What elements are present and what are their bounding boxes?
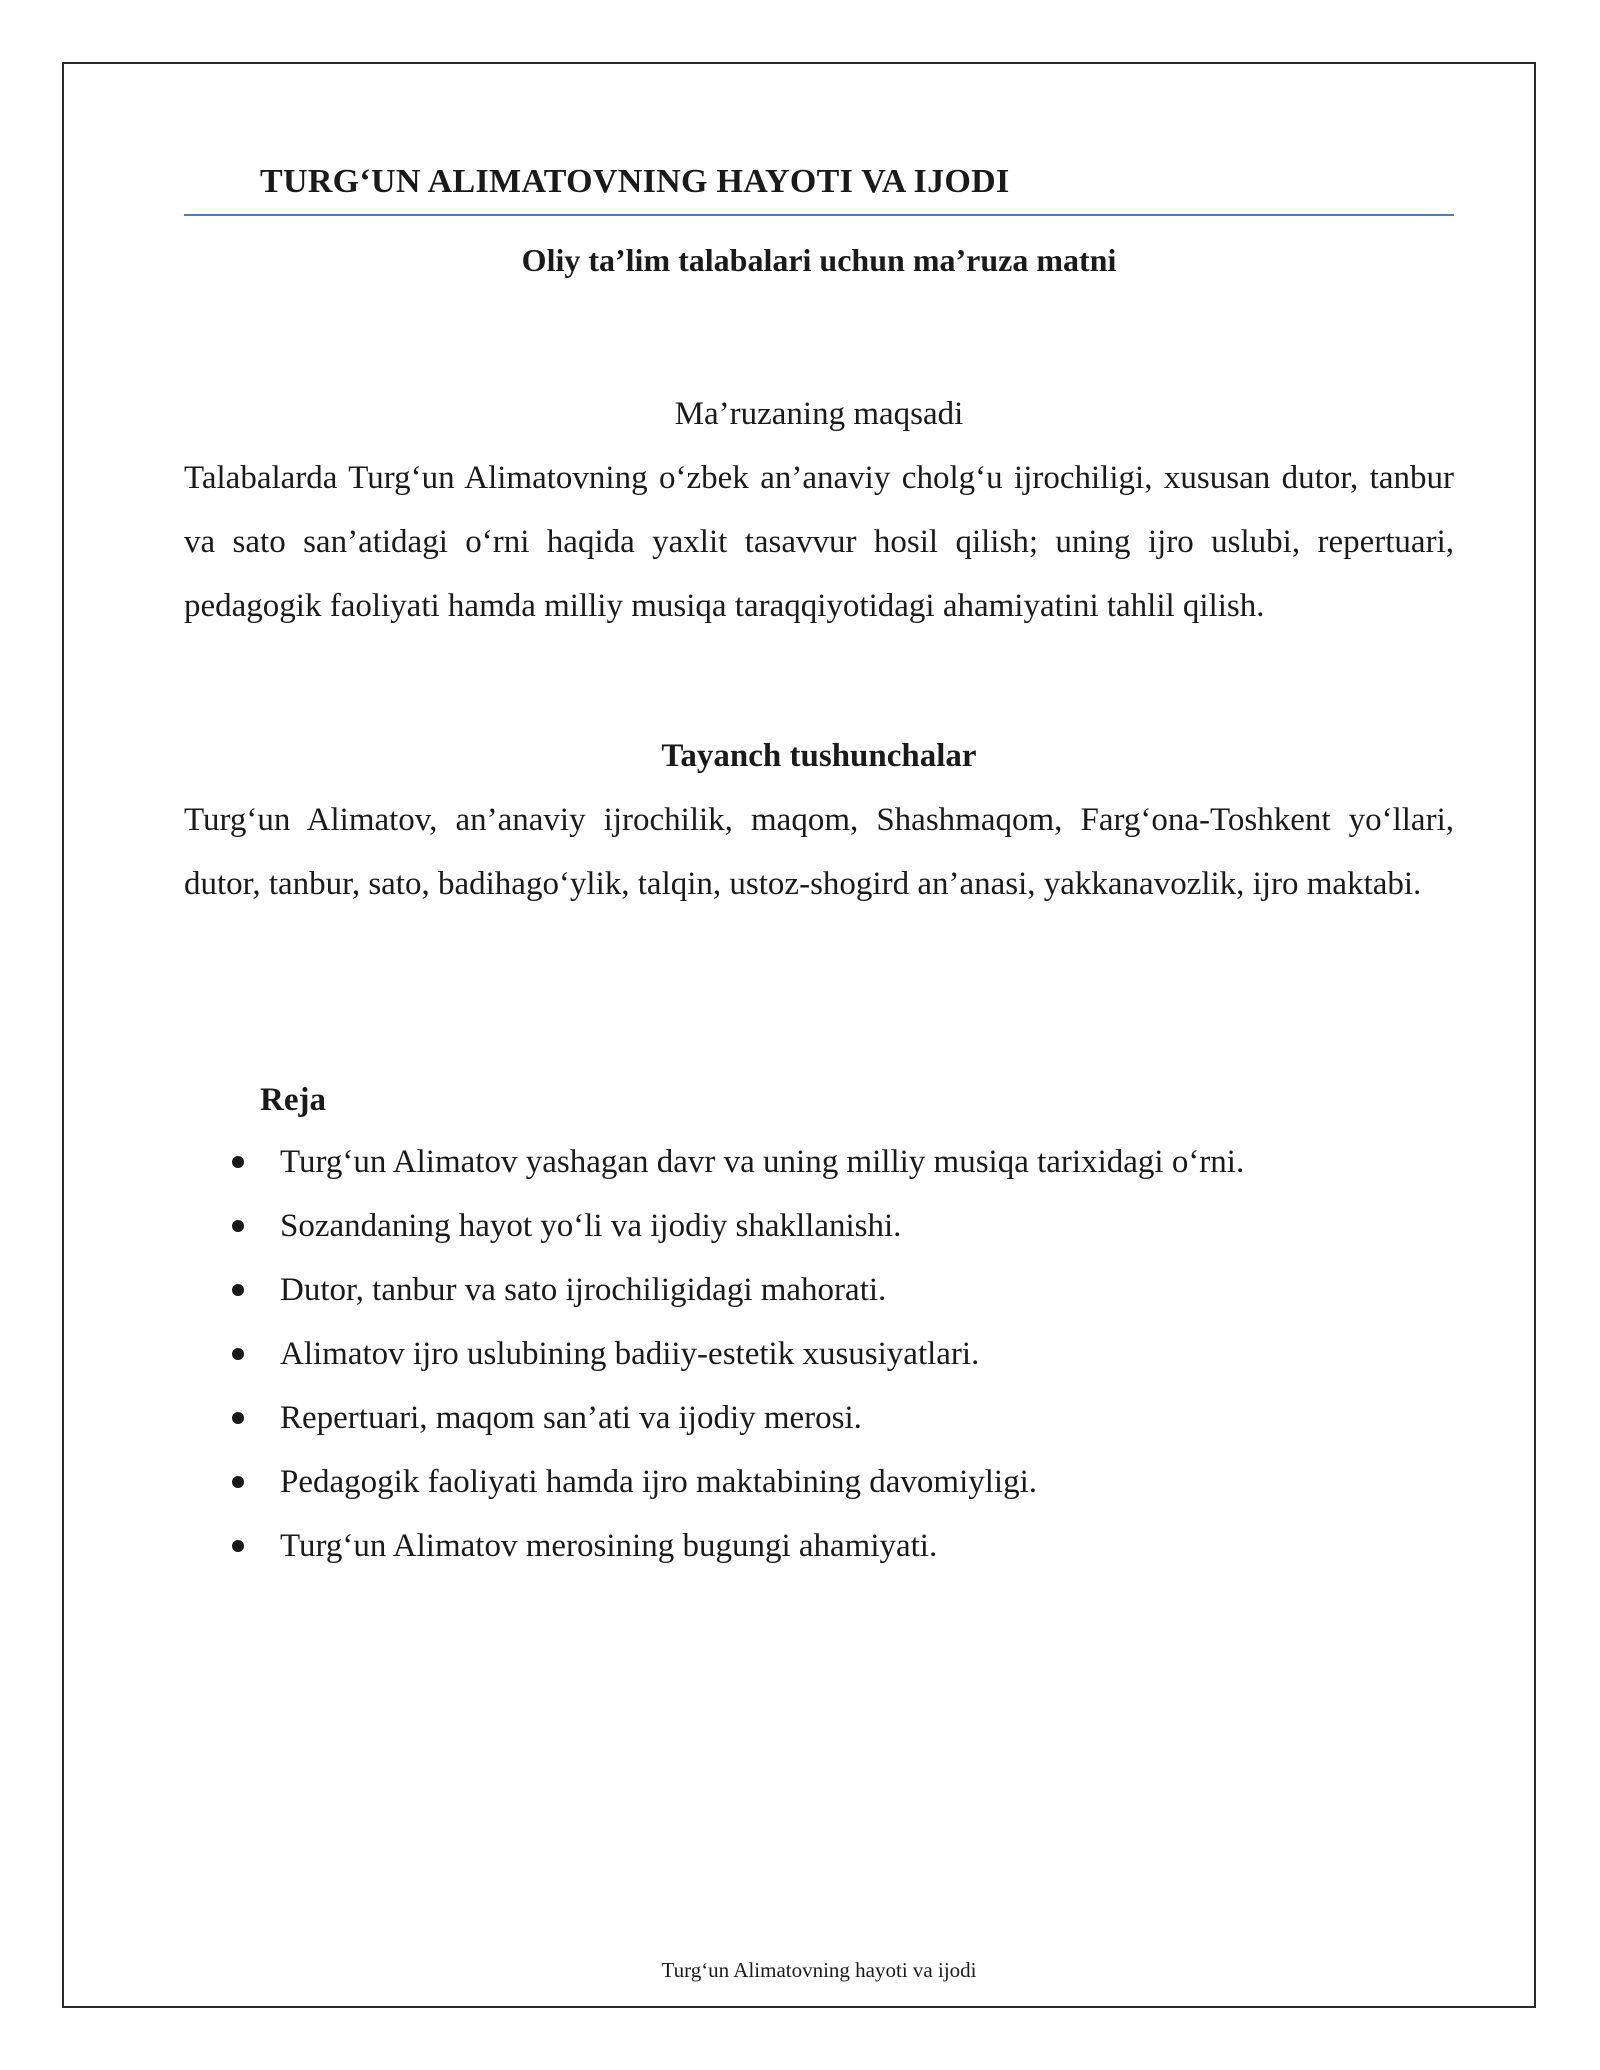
plan-item-text: Alimatov ijro uslubining badiiy-estetik xususiyatlari.	[280, 1336, 980, 1372]
plan-heading: Reja	[260, 1082, 326, 1118]
page-footer: Turg‘un Alimatovning hayoti va ijodi	[661, 1958, 977, 1982]
plan-item-text: Repertuari, maqom san’ati va ijodiy merosi.	[280, 1400, 862, 1436]
plan-item-text: Dutor, tanbur va sato ijrochiligidagi mahorati.	[280, 1272, 887, 1308]
plan-item	[228, 1130, 1448, 1194]
plan-list	[228, 1130, 1448, 1578]
goal-paragraph: Talabalarda Turg‘un Alimatovning o‘zbek an’anaviy cholg‘u ijrochiligi, xususan dutor, tanbur va sato san’atidagi o‘rni haqida yaxlit tasavvur hosil qilish; uning ijro uslubi, repertuari, pedagogik faoliyati hamda milliy musiqa taraqqiyotidagi ahamiyatini tahlil qilish.	[184, 460, 1454, 624]
bullet-icon	[232, 1540, 244, 1552]
plan-item	[228, 1322, 1448, 1386]
concepts-heading: Tayanch tushunchalar	[661, 738, 977, 774]
plan-item-text: Turg‘un Alimatov yashagan davr va uning milliy musiqa tarixidagi o‘rni.	[280, 1144, 1245, 1180]
bullet-icon	[232, 1476, 244, 1488]
bullet-icon	[232, 1348, 244, 1360]
plan-item	[228, 1258, 1448, 1322]
plan-item-text: Turg‘un Alimatov merosining bugungi ahamiyati.	[280, 1528, 938, 1564]
plan-item	[228, 1386, 1448, 1450]
plan-item	[228, 1514, 1448, 1578]
bullet-icon	[232, 1412, 244, 1424]
plan-item-text: Sozandaning hayot yo‘li va ijodiy shakllanishi.	[280, 1208, 902, 1244]
plan-item	[228, 1450, 1448, 1514]
bullet-icon	[232, 1284, 244, 1296]
bullet-icon	[232, 1220, 244, 1232]
plan-item-text: Pedagogik faoliyati hamda ijro maktabining davomiyligi.	[280, 1464, 1038, 1500]
bullet-icon	[232, 1156, 244, 1168]
page-border	[62, 62, 1536, 2008]
document-subtitle: Oliy ta’lim talabalari uchun ma’ruza matni	[521, 242, 1117, 278]
goal-heading: Ma’ruzaning maqsadi	[674, 396, 964, 432]
concepts-paragraph: Turg‘un Alimatov, an’anaviy ijrochilik, maqom, Shashmaqom, Farg‘ona-Toshkent yo‘llari, dutor, tanbur, sato, badihago‘ylik, talqin, ustoz-shogird an’anasi, yakkanavozlik, ijro maktabi.	[184, 802, 1454, 902]
plan-item	[228, 1194, 1448, 1258]
title-underline-rule	[184, 214, 1454, 216]
document-title: TURG‘UN ALIMATOVNING HAYOTI VA IJODI	[260, 163, 1010, 200]
